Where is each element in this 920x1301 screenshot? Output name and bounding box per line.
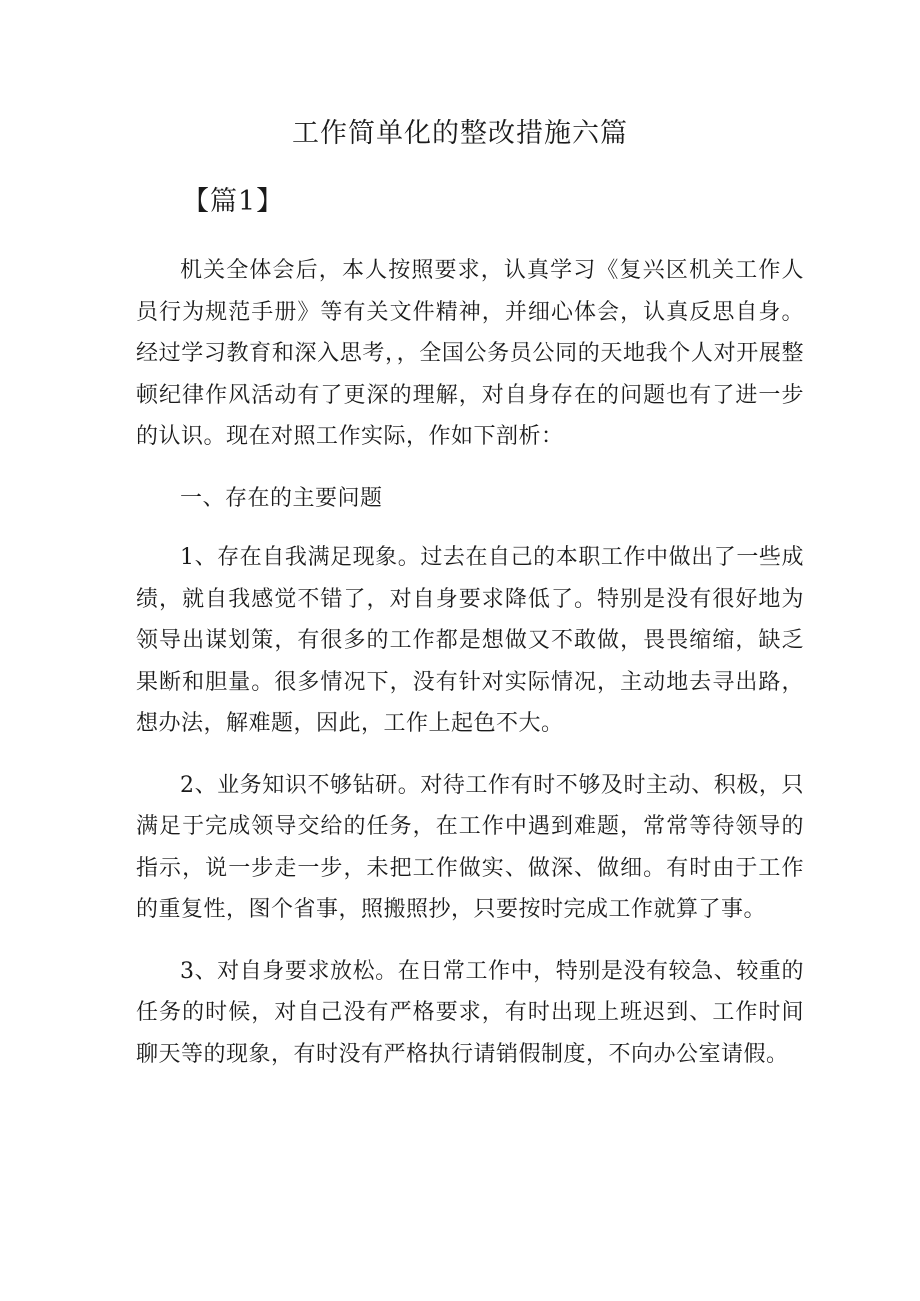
document-body (136, 250, 804, 1095)
paragraph-subheading-problems: 一、存在的主要问题 (180, 485, 383, 511)
paragraph-item-2: 2、业务知识不够钻研。对待工作有时不够及时主动、积极，只满足于完成领导交给的任务，在工作中遇到难题，常常等待领导的指示，说一步走一步，未把工作做实、做深、做细。有时由于工作的重复性，图个省事，照搬照抄，只要按时完成工作就算了事。 (136, 772, 804, 922)
paragraph-item-3: 3、对自身要求放松。在日常工作中，特别是没有较急、较重的任务的时候，对自己没有严格要求，有时出现上班迟到、工作时间聊天等的现象，有时没有严格执行请销假制度，不向办公室请假。 (136, 958, 804, 1067)
section-heading: 【篇1】 (182, 186, 285, 217)
paragraph-intro: 机关全体会后，本人按照要求，认真学习《复兴区机关工作人员行为规范手册》等有关文件精神，并细心体会，认真反思自身。经过学习教育和深入思考，，全国公务员公同的天地我个人对开展整顿纪律作风活动有了更深的理解，对自身存在的问题也有了进一步的认识。现在对照工作实际，作如下剖析： (136, 258, 804, 449)
paragraph-item-1: 1、存在自我满足现象。过去在自己的本职工作中做出了一些成绩，就自我感觉不错了，对自身要求降低了。特别是没有很好地为领导出谋划策，有很多的工作都是想做又不敢做，畏畏缩缩，缺乏果断和胆量。很多情况下，没有针对实际情况，主动地去寻出路，想办法，解难题，因此，工作上起色不大。 (136, 545, 804, 736)
document-title: 工作简单化的整改措施六篇 (292, 118, 628, 149)
